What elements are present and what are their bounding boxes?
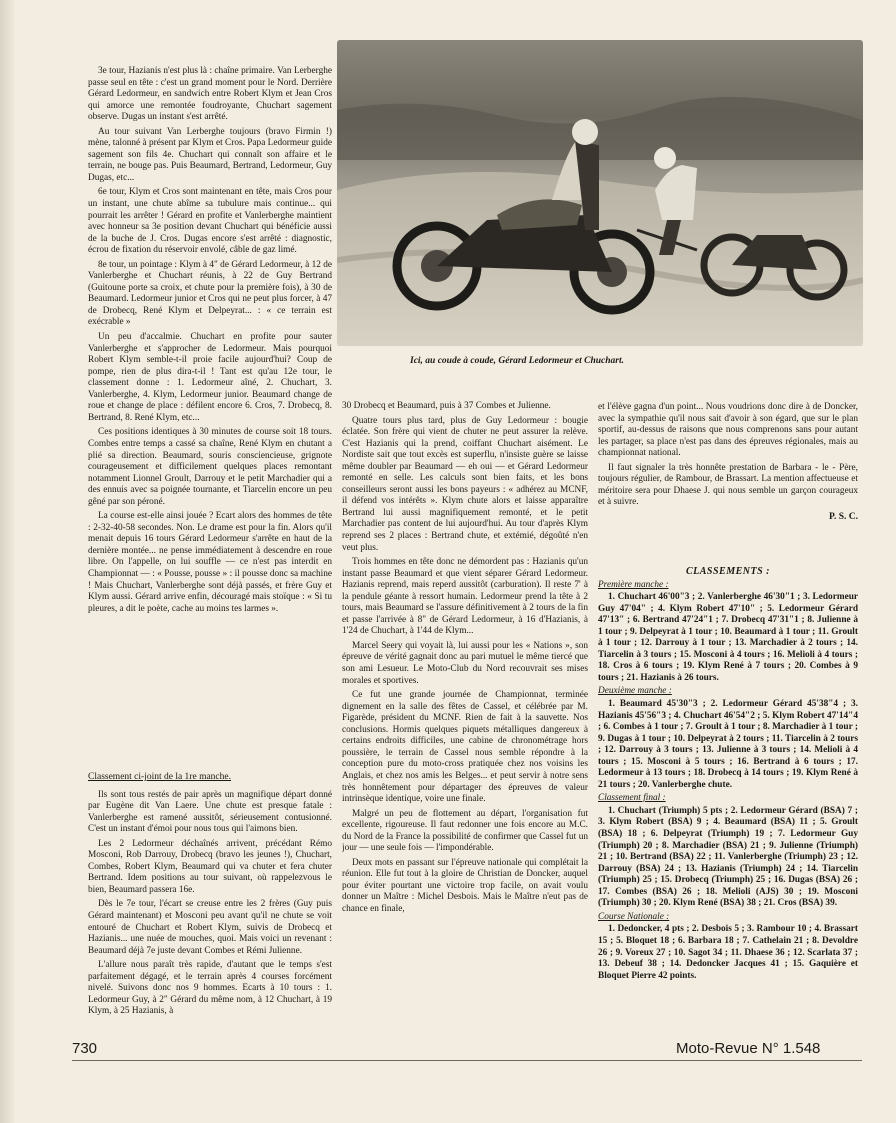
paragraph: Au tour suivant Van Lerberghe toujours (bravo Firmin !) mène, talonné à présent par Klym et Cros. Papa Ledormeur guide sagement son fils 4e. Chuchart qui connaît son affaire et le terrain, ne bouge pas. Puis Beaumard, Bertrand, Ledormeur, Guy Dugas, etc...: [88, 126, 332, 183]
paragraph: Les 2 Ledormeur déchaînés arrivent, précédant Rémo Mosconi, Rob Darrouy, Drobecq (bravo les jeunes !), Chuchart, Combes, Robert Klym, Beaumard qui va chuter et fera chuter Bertrand. Idem positions au tour suivant, où rappelezvous le bien, Beaumard passera 16e.: [88, 838, 332, 895]
paragraph: Malgré un peu de flottement au départ, l'organisation fut excellente, rigoureuse. Il faut redonner une fois encore au M.C. du Nord de la France la possibilité de confirmer que Cassel fut un jour — une seule fois — l'impondérable.: [342, 808, 588, 854]
article-column-1-continued: [88, 768, 332, 1068]
first-heat-label: Première manche :: [598, 579, 669, 590]
paragraph: Deux mots en passant sur l'épreuve nationale qui complétait la réunion. Elle fut tout à la gloire de Christian de Doncker, auquel pour éviter pourtant une victoire trop facile, on avait voulu donner un Maître : Michel Desbois. Mais le Maître n'eut pas de chance en finale,: [342, 857, 588, 914]
paragraph: Dès le 7e tour, l'écart se creuse entre les 2 frères (Guy puis Gérard maintenant) et Mosconi peu avant qu'il ne chute se voit entouré de Chuchart et Robert Klym, suivis de Drobecq et Hazianis... une nuée de mouches, quoi. Mais voici un revenant : Beaumard déjà 7e juste devant Combes et Rémi Julienne.: [88, 899, 332, 956]
classements-title: CLASSEMENTS :: [685, 566, 771, 577]
photo-caption: Ici, au coude à coude, Gérard Ledormeur et Chuchart.: [410, 356, 625, 366]
paragraph: Un peu d'accalmie. Chuchart en profite pour sauter Vanlerberghe et s'approcher de Ledormeur. Mais pourquoi Robert Klym semble-t-il proie facile aujourd'hui? Coup de pompe, rien de plus dira-t-il ! Tant est qu'au 12e tour, le classement donne : 1. Ledormeur aîné, 2. Chuchart, 3. Vanlerberghe, 4. Klym, Ledormeur junior. Beaumard change de roue et change de place : défilent encore 6. Cros, 7. Drobecq, 8. Bertrand, 8. René Klym, etc...: [88, 332, 332, 423]
first-heat-results: 1. Chuchart 46'00"3 ; 2. Vanlerberghe 46'30"1 ; 3. Ledormeur Guy 47'04" ; 4. Klym Robert 47'10" ; 5. Ledormeur Gérard 47'13" ; 6. Bertrand 47'24"1 ; 7. Drobecq 47'31"1 ; 8. Julienne à 1 tour ; 9. Delpeyrat à 1 tour ; 10. Beaumard à 1 tour ; 11. Groult à 1 tour ; 12. Darrouy à 1 tour ; 13. Marchadier à 2 tours ; 14. Tiarcelin à 3 tours ; 15. Mosconi à 4 tours ; 16. Melioli à 4 tours ; 18. Cros à 6 tours ; 19. Klym René à 7 tours ; 20. Combes à 9 tours ; 21. Hazianis à 26 tours.: [598, 592, 858, 683]
article-column-1: [88, 66, 332, 758]
final-ranking-label: Classement final :: [598, 793, 666, 804]
paragraph: La course est-elle ainsi jouée ? Ecart alors des hommes de tête : 2-32-40-58 secondes. Non. Le drame est pour la fin. Alors qu'il menait depuis 16 tours Gérard Ledormeur s'arrête en haut de la dernière montée... ne pense immédiatement à descendre en roue libre. On l'appelle, on lui souffle — ce n'est pas interdit en Championnat — : « Pousse, pousse » : il pousse donc sa machine ! Mais Chuchart, Vanlerberghe sont déjà passés, et frère Guy et Klym aussi. Gérard arrive enfin, découragé mais stoïque : « Si tu pleures, a dit le poète, cache au moins tes larmes ».: [88, 511, 332, 614]
article-column-3: [598, 402, 858, 557]
paragraph: Ce fut une grande journée de Championnat, terminée dignement en la salle des fêtes de Cassel, et célébrée par M. Figarède, président du MCNF. Rien de fait à la sauvette. Nos conclusions. Hormis quelques piquets métalliques dangereux à certains endroits difficiles, une cabine de chronométrage hors poussière, le terrain de Cassel nous semble répondre à la conception pure du moto-cross pratiquée chez nos voisins les Anglais, et chez nos amis les Belges... et peut servir à notre sens très honnêtement pour départager des épreuves de valeur intrinsèque identique, voire une finale.: [342, 690, 588, 805]
paragraph: Marcel Seery qui voyait là, lui aussi pour les « Nations », son épreuve de vérité gagnait donc au pari mutuel le même tiercé que son ami Lesueur. Le Moto-Club du Nord recouvrait ses mises morales et sportives.: [342, 640, 588, 686]
second-heat-label: Deuxième manche :: [598, 686, 672, 697]
motocross-riders-image: [337, 40, 863, 346]
paragraph: 6e tour, Klym et Cros sont maintenant en tête, mais Cros pour un instant, une chute abîme sa tubulure mais continue... qui pourrait les arrêter ! Gérard en profite et Vanlerberghe maintient avec honneur sa 3e position devant Chuchart qui bénéficie aussi de la buche de J. Cros. Dugas encore s'est arrêté : diagnostic, écrou de fixation du réservoir envolé, câble de gaz limé.: [88, 187, 332, 256]
paragraph: Ces positions identiques à 30 minutes de course soit 18 tours. Combes entre temps a cassé sa chaîne, René Klym en chutant a plié sa direction. Beaumard, souris consciencieuse, grignote courageusement et difficilement quelques places remontant notamment Lionnel Groult, Darrouy et le petit Marchadier qui a des ennuis avec sa poignée tournante, et Tiarcelin encore un peu gêné par son péroné.: [88, 427, 332, 507]
paragraph: 8e tour, un pointage : Klym à 4" de Gérard Ledormeur, à 12 de Vanlerberghe et Chuchart réunis, à 22 de Guy Bertrand (Guitoune porte sa croix, et chute pour la première fois), à 30 de Beaumard. Ledormeur junior et Cros qui ne peut plus forcer, à 47 de Drobecq, René Klym et Delpeyrat... : « ce terrain est exécrable »: [88, 259, 332, 328]
page-binding-edge: [0, 0, 14, 1123]
paragraph: Ils sont tous restés de pair après un magnifique départ donné par Eugène dit Van Laere. Une chute est presque fatale : Vanlerberghe est ramené aussitôt, sérieusement contusionné. C'est un instant d'émoi pour nous tous qui l'aimons bien.: [88, 789, 332, 835]
paragraph: 3e tour, Hazianis n'est plus là : chaîne primaire. Van Lerberghe passe seul en tête : c'est un grand moment pour le Nord. Derrière Gérard Ledormeur, en sandwich entre Robert Klym et Jean Cros qui amorce une remontée foudroyante, Chuchart sagement observe. Dugas un instant s'est arrêté.: [88, 66, 332, 123]
paragraph: Il faut signaler la très honnête prestation de Barbara - le - Père, toujours régulier, de Rambour, de Brassart. La mention affectueuse et méritoire sera pour Dhaese J. qui nous semble un garçon courageux et à suivre.: [598, 462, 858, 508]
article-column-2: [342, 401, 588, 1091]
national-race-results: 1. Dedoncker, 4 pts ; 2. Desbois 5 ; 3. Rambour 10 ; 4. Brassart 15 ; 5. Bloquet 18 ; 6. Barbara 18 ; 7. Cathelain 21 ; 8. Devoldre 26 ; 9. Voreux 27 ; 10. Sagot 34 ; 11. Dhaese 36 ; 12. Scarlata 37 ; 13. Debeuf 38 ; 14. Dedoncker Jacques 41 ; 15. Gaquière et Bloquet Pierre 42 points.: [598, 924, 858, 981]
race-photo: [337, 40, 863, 346]
paragraph: L'allure nous paraît très rapide, d'autant que le temps s'est parfaitement dégagé, et le terrain après 4 courses forcément nivelé. Suivons donc nos 9 hommes. Ecarts à 10 tours : 1. Ledormeur Guy, à 2" Gérard du même nom, à 12 Chuchart, à 19 Klym, à 25 Hazianis, à: [88, 960, 332, 1017]
national-race-label: Course Nationale :: [598, 911, 670, 922]
paragraph: 30 Drobecq et Beaumard, puis à 37 Combes et Julienne.: [342, 401, 551, 411]
final-ranking-results: 1. Chuchart (Triumph) 5 pts ; 2. Ledormeur Gérard (BSA) 7 ; 3. Klym Robert (BSA) 9 ; 4. Beaumard (BSA) 11 ; 5. Groult (BSA) 18 ; 6. Delpeyrat (Triumph) 19 ; 7. Ledormeur Guy (Triumph) 20 ; 8. Marchadier (BSA) 21 ; 9. Julienne (Triumph) 21 ; 10. Bertrand (BSA) 22 ; 11. Vanlerberghe (Triumph) 23 ; 12. Darrouy (BSA) 24 ; 13. Hazianis (Triumph) 24 ; 14. Tiarcelin (Triumph) 25 ; 15. Drobecq (Triumph) 25 ; 16. Dugas (BSA) 26 ; 17. Combes (BSA) 26 ; 18. Melioli (AJS) 30 ; 19. Mosconi (Triumph) 30 ; 20. Klym René (BSA) 38 ; 21. Cros (BSA) 39.: [598, 805, 858, 909]
paragraph: Quatre tours plus tard, plus de Guy Ledormeur : bougie éclatée. Son frère qui vient de chuter ne peut assurer la relève. C'est Hazianis qui la prend, coiffant Chuchart aisément. Le Nordiste sait que tout excès est superflu, n'insiste guère se laisse même doubler par Beaumard — eh oui — et Gérard Ledormeur remonté en selle. Les calculs sont bien faits, et les bons conseilleurs seront aussi les bons payeurs : « adhérez au MCNF, il défend vos intérêts ». Klym chute alors et laisse apparaître Bertrand lui aussi magnifiquement remonté, et le petit Marchadier pas content de lui aujourd'hui. Au tour d'après Klym reprend ses 2 places : Bertrand chute, et extémié, dégoûté n'en veut plus.: [342, 415, 588, 553]
manche-heading: Classement ci-joint de la 1re manche.: [88, 772, 231, 782]
magazine-issue: Moto-Revue N° 1.548: [676, 1040, 821, 1057]
paragraph: et l'élève gagna d'un point... Nous voudrions donc dire à de Doncker, avec la sympathie qu'il nous sait d'avoir à son égard, que sur le plan sportif, au-dessus de raisons que nous comprenons sans pour autant les partager, sa place n'est pas dans des épreuves régionales, mais au championnat national.: [598, 402, 858, 459]
results-column: [598, 566, 858, 1091]
second-heat-results: 1. Beaumard 45'30"3 ; 2. Ledormeur Gérard 45'38"4 ; 3. Hazianis 45'56"3 ; 4. Chuchart 46'54"2 ; 5. Klym Robert 47'14"4 ; 6. Combes à 1 tour ; 7. Groult à 1 tour ; 8. Marchadier à 1 tour ; 9. Dugas à 1 tour ; 10. Delpeyrat à 2 tours ; 11. Tiarcelin à 2 tours ; 12. Darrouy à 3 tours ; 13. Julienne à 3 tours ; 14. Melioli à 4 tours ; 15. Mosconi à 5 tours ; 16. Bertrand à 6 tours ; 17. Ledormeur à 13 tours ; 18. Drobecq à 14 tours ; 19. Klym René à 21 tours ; 20. Vanlerberghe chute.: [598, 699, 858, 790]
paragraph: Trois hommes en tête donc ne démordent pas : Hazianis qu'un instant passe Beaumard et que vient séparer Gérard Ledormeur. Hazianis reprend, mais reperd aussitôt (carburation). Il reste 7' à la pendule géante à ressort humain. Ledormeur prend la tête à 2 tours, mais Beaumard se l'assure définitivement à 2 tours de la fin et passe l'arrivée à 8" de Gérard Ledormeur, à 16 d'Hazianis, à 1'24 de Chuchart, à 1'44 de Klym...: [342, 557, 588, 637]
page-number: 730: [72, 1040, 98, 1057]
footer-divider: [72, 1060, 862, 1061]
author-signature: P. S. C.: [829, 511, 858, 522]
